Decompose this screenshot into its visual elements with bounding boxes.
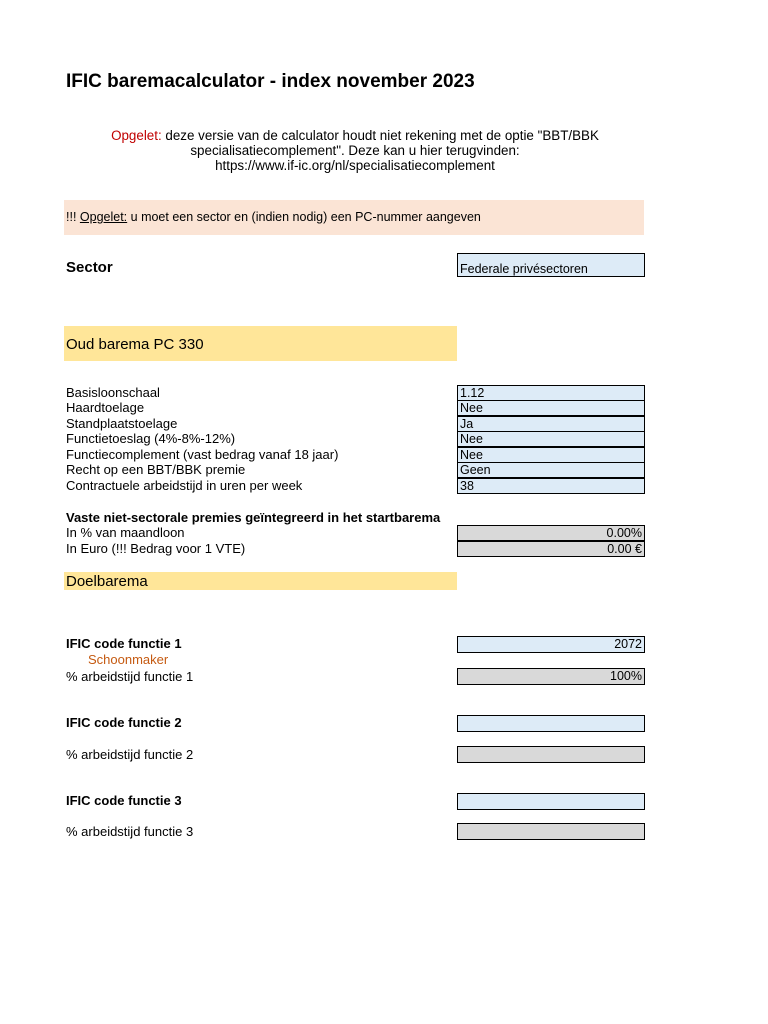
standplaatstoelage-label: Standplaatstoelage <box>66 416 178 431</box>
premies-euro-value: 0.00 € <box>457 541 645 557</box>
bbt-bbk-premie-select[interactable]: Geen <box>457 462 645 478</box>
doelbarema-title: Doelbarema <box>66 573 148 590</box>
warning-bar <box>64 200 644 235</box>
functiecomplement-select[interactable]: Nee <box>457 447 645 463</box>
functie2-pct-label: % arbeidstijd functie 2 <box>66 747 194 762</box>
functie1-name: Schoonmaker <box>88 652 169 667</box>
functie2-code-input[interactable] <box>457 715 645 732</box>
functie3-code-label: IFIC code functie 3 <box>66 793 182 808</box>
premies-euro-label: In Euro (!!! Bedrag voor 1 VTE) <box>66 541 246 556</box>
arbeidstijd-label: Contractuele arbeidstijd in uren per week <box>66 478 303 493</box>
basisloonschaal-input[interactable]: 1.12 <box>457 385 645 401</box>
functie3-pct-label: % arbeidstijd functie 3 <box>66 824 194 839</box>
warning-label: Opgelet: <box>79 210 128 224</box>
notice-link[interactable]: https://www.if-ic.org/nl/specialisatiecomplement <box>215 158 495 173</box>
premies-heading: Vaste niet-sectorale premies geïntegreerd in het startbarema <box>66 510 441 525</box>
standplaatstoelage-select[interactable]: Ja <box>457 416 645 432</box>
notice-prefix: Opgelet: <box>111 128 162 143</box>
arbeidstijd-input[interactable]: 38 <box>457 478 645 494</box>
functie2-code-label: IFIC code functie 2 <box>66 715 182 730</box>
functie3-code-input[interactable] <box>457 793 645 810</box>
bbt-bbk-premie-label: Recht op een BBT/BBK premie <box>66 462 246 477</box>
sector-select[interactable]: Federale privésectoren <box>457 253 645 277</box>
functie1-code-label: IFIC code functie 1 <box>66 636 182 651</box>
page-title: IFIC baremacalculator - index november 2023 <box>66 71 475 92</box>
premies-pct-value: 0.00% <box>457 525 645 541</box>
notice-line1: deze versie van de calculator houdt niet rekening met de optie "BBT/BBK <box>161 128 599 143</box>
sector-label: Sector <box>66 259 113 276</box>
warning-text: u moet een sector en (indien nodig) een PC-nummer aangeven <box>127 210 481 224</box>
oud-barema-title: Oud barema PC 330 <box>66 336 204 353</box>
functie1-pct-label: % arbeidstijd functie 1 <box>66 669 194 684</box>
functie3-pct-value[interactable] <box>457 823 645 840</box>
notice-line2: specialisatiecomplement". Deze kan u hier terugvinden: <box>190 143 520 158</box>
functie1-code-input[interactable]: 2072 <box>457 636 645 653</box>
functietoeslag-select[interactable]: Nee <box>457 431 645 447</box>
functiecomplement-label: Functiecomplement (vast bedrag vanaf 18 jaar) <box>66 447 339 462</box>
oud-barema-header <box>64 326 457 361</box>
functie1-pct-value[interactable]: 100% <box>457 668 645 685</box>
warning-prefix: !!! <box>66 210 80 224</box>
haardtoelage-select[interactable]: Nee <box>457 400 645 416</box>
premies-pct-label: In % van maandloon <box>66 525 185 540</box>
doelbarema-header <box>64 572 457 590</box>
haardtoelage-label: Haardtoelage <box>66 400 145 415</box>
basisloonschaal-label: Basisloonschaal <box>66 385 160 400</box>
functie2-pct-value[interactable] <box>457 746 645 763</box>
functietoeslag-label: Functietoeslag (4%-8%-12%) <box>66 431 236 446</box>
notice-text <box>66 128 644 173</box>
